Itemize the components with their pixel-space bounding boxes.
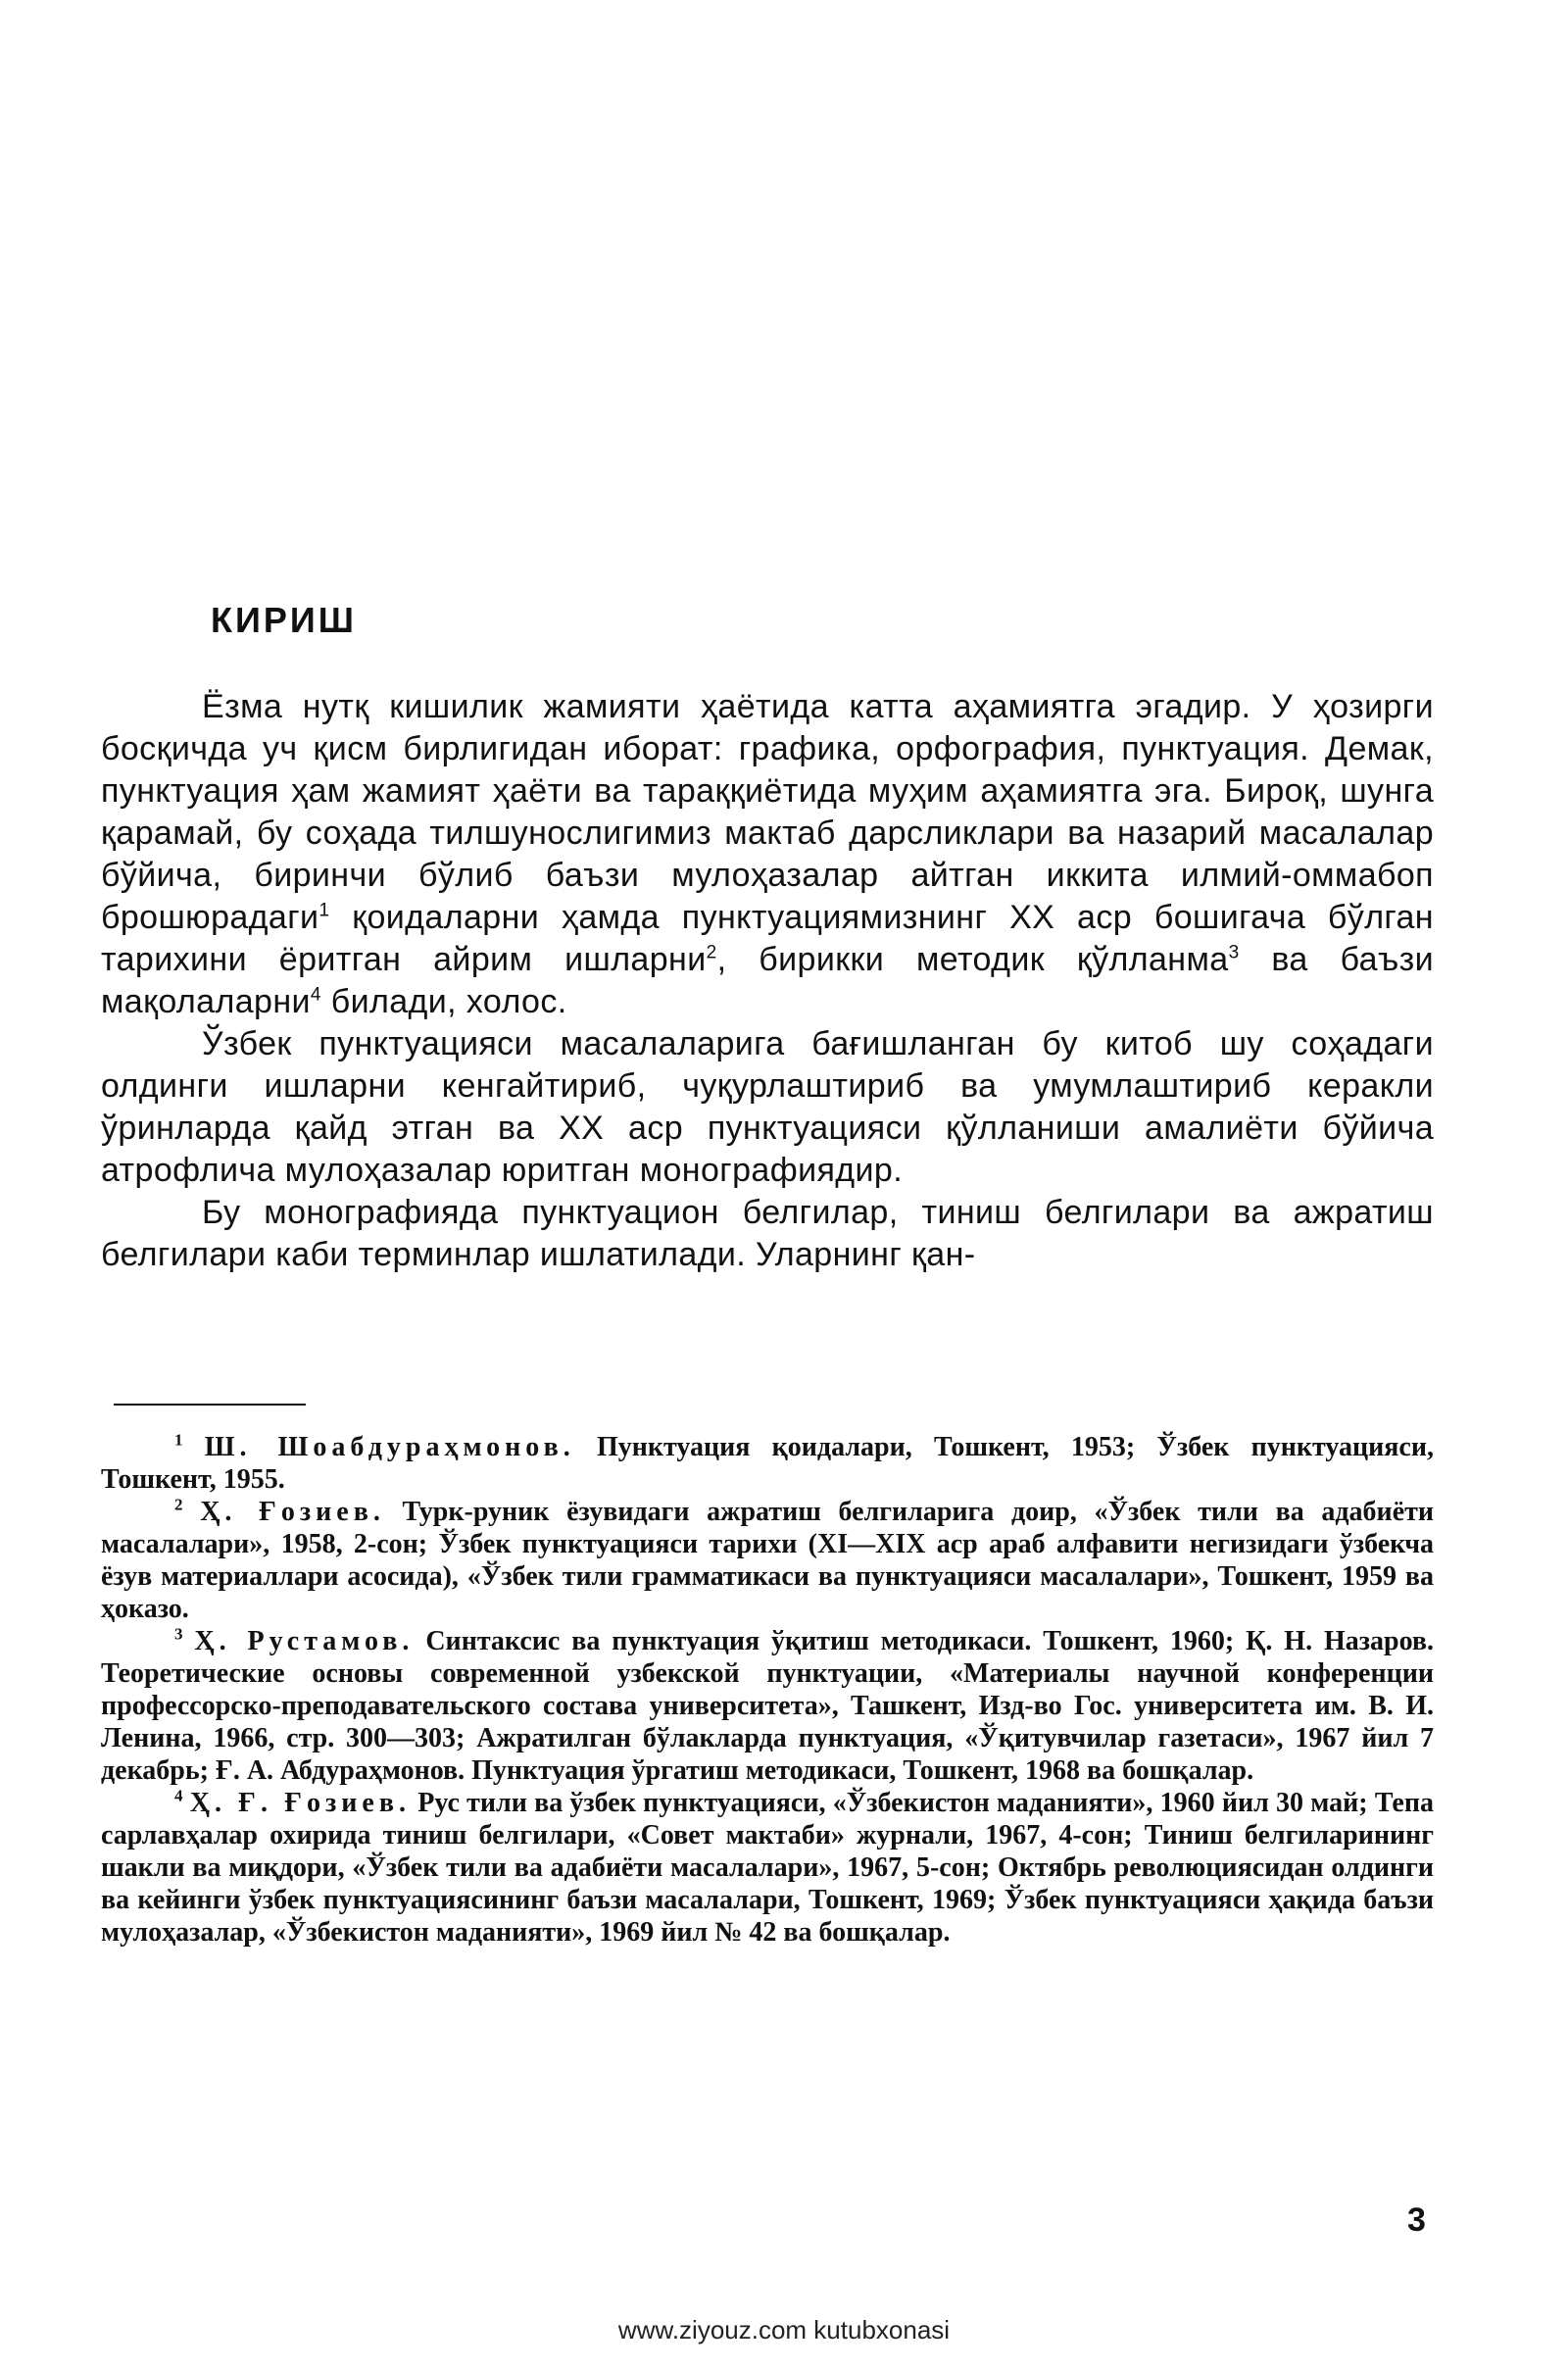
footnote-3	[101, 1625, 1434, 1787]
footnote-divider	[114, 1404, 306, 1406]
watermark: www.ziyouz.com kutubxonasi	[617, 2315, 951, 2344]
body-text	[101, 686, 1434, 1276]
paragraph-1-part-5: билади, холос.	[320, 983, 567, 1020]
paragraph-2: Ўзбек пунктуацияси масалаларига бағишланган бу китоб шу соҳадаги олдинги ишларни кенгайтириб, чуқурлаштириб ва умумлаштириб керакли ўринларда қайд этган ва XX аср пунктуацияси қўлланиши амалиёти бўйича атрофлича мулоҳазалар юритган монографиядир.	[101, 1025, 1434, 1189]
footnote-ref-4[interactable]: 4	[310, 984, 321, 1006]
footnotes	[101, 1431, 1434, 1949]
paragraph-1-part-4: ва баъзи мақолаларни	[101, 941, 1434, 1020]
footnote-1-text: Пунктуация қоидалари, Тошкент, 1953; Ўзбек пунктуацияси, Тошкент, 1955.	[101, 1432, 1434, 1495]
chapter-heading: КИРИШ	[211, 600, 357, 640]
paragraph-1-part-3: , бирикки методик қўлланма	[716, 941, 1229, 978]
footnote-2-author: Ҳ. Ғозиев.	[200, 1497, 385, 1527]
footnote-1	[101, 1431, 1434, 1496]
footnote-3-text: Синтаксис ва пунктуация ўқитиш методикаси. Тошкент, 1960; Қ. Н. Назаров. Теоретические основы современной узбекской пунктуации, «Материалы научной конференции профессорско-преподавательского состава университета», Ташкент, Изд-во Гос. университета им. В. И. Ленина, 1966, стр. 300—303; Ажратилган бўлакларда пунктуация, «Ўқитувчилар газетаси», 1967 йил 7 декабрь; Ғ. А. Абдураҳмонов. Пунктуация ўргатиш методикаси, Тошкент, 1968 ва бошқалар.	[101, 1626, 1434, 1786]
footnote-3-author: Ҳ. Рустамов.	[194, 1626, 415, 1656]
paragraph-1	[101, 686, 1434, 1023]
footnote-2	[101, 1496, 1434, 1625]
footnote-ref-2[interactable]: 2	[706, 942, 717, 963]
footnote-1-mark: 1	[174, 1430, 183, 1450]
paragraph-1-part-1: Ёзма нутқ кишилик жамияти ҳаётида катта аҳамиятга эгадир. У ҳозирги босқичда уч қисм бирлигидан иборат: графика, орфография, пунктуация. Демак, пунктуация ҳам жамият ҳаёти ва тараққиётида муҳим аҳамиятга эга. Бироқ, шунга қарамай, бу соҳада тилшунослигимиз мактаб дарсликлари ва назарий масалалар бўйича, биринчи бўлиб баъзи мулоҳазалар айтган иккита илмий-оммабоп брошюрадаги	[101, 688, 1434, 936]
page-number: 3	[1407, 2201, 1426, 2239]
footnote-ref-3[interactable]: 3	[1228, 942, 1240, 963]
paragraph-3: Бу монографияда пунктуацион белгилар, тиниш белгилари ва ажратиш белгилари каби терминлар ишлатилади. Уларнинг қан-	[101, 1194, 1434, 1273]
footnote-4-text: Рус тили ва ўзбек пунктуацияси, «Ўзбекистон маданияти», 1960 йил 30 май; Тепа сарлавҳалар охирида тиниш белгилари, «Совет мактаби» журнали, 1967, 4-сон; Тиниш белгиларининг шакли ва миқдори, «Ўзбек тили ва адабиёти масалалари», 1967, 5-сон; Октябрь революциясидан олдинги ва кейинги ўзбек пунктуациясининг баъзи масалалари, Тошкент, 1969; Ўзбек пунктуацияси ҳақида баъзи мулоҳазалар, «Ўзбекистон маданияти», 1969 йил № 42 ва бошқалар.	[101, 1788, 1434, 1948]
footnote-1-author: Ш. Шоабдураҳмонов.	[204, 1432, 575, 1462]
footnote-4	[101, 1787, 1434, 1949]
footnote-3-mark: 3	[174, 1624, 183, 1644]
footnote-2-text: Турк-руник ёзувидаги ажратиш белгиларига доир, «Ўзбек тили ва адабиёти масалалари», 1958, 2-сон; Ўзбек пунктуацияси тарихи (XI—XIX аср араб алфавити негизидаги ўзбекча ёзув материаллари асосида), «Ўзбек тили грамматикаси ва пунктуацияси масалалари», Тошкент, 1959 ва ҳоказо.	[101, 1497, 1435, 1624]
footnote-4-author: Ҳ. Ғ. Ғозиев.	[189, 1788, 411, 1818]
footnote-ref-1[interactable]: 1	[318, 900, 330, 921]
paragraph-1-part-2: қоидаларни ҳамда пунктуациямизнинг XX аср бошигача бўлган тарихини ёритган айрим ишларни	[101, 899, 1434, 978]
footnote-2-mark: 2	[174, 1495, 183, 1514]
footnote-4-mark: 4	[174, 1786, 183, 1805]
